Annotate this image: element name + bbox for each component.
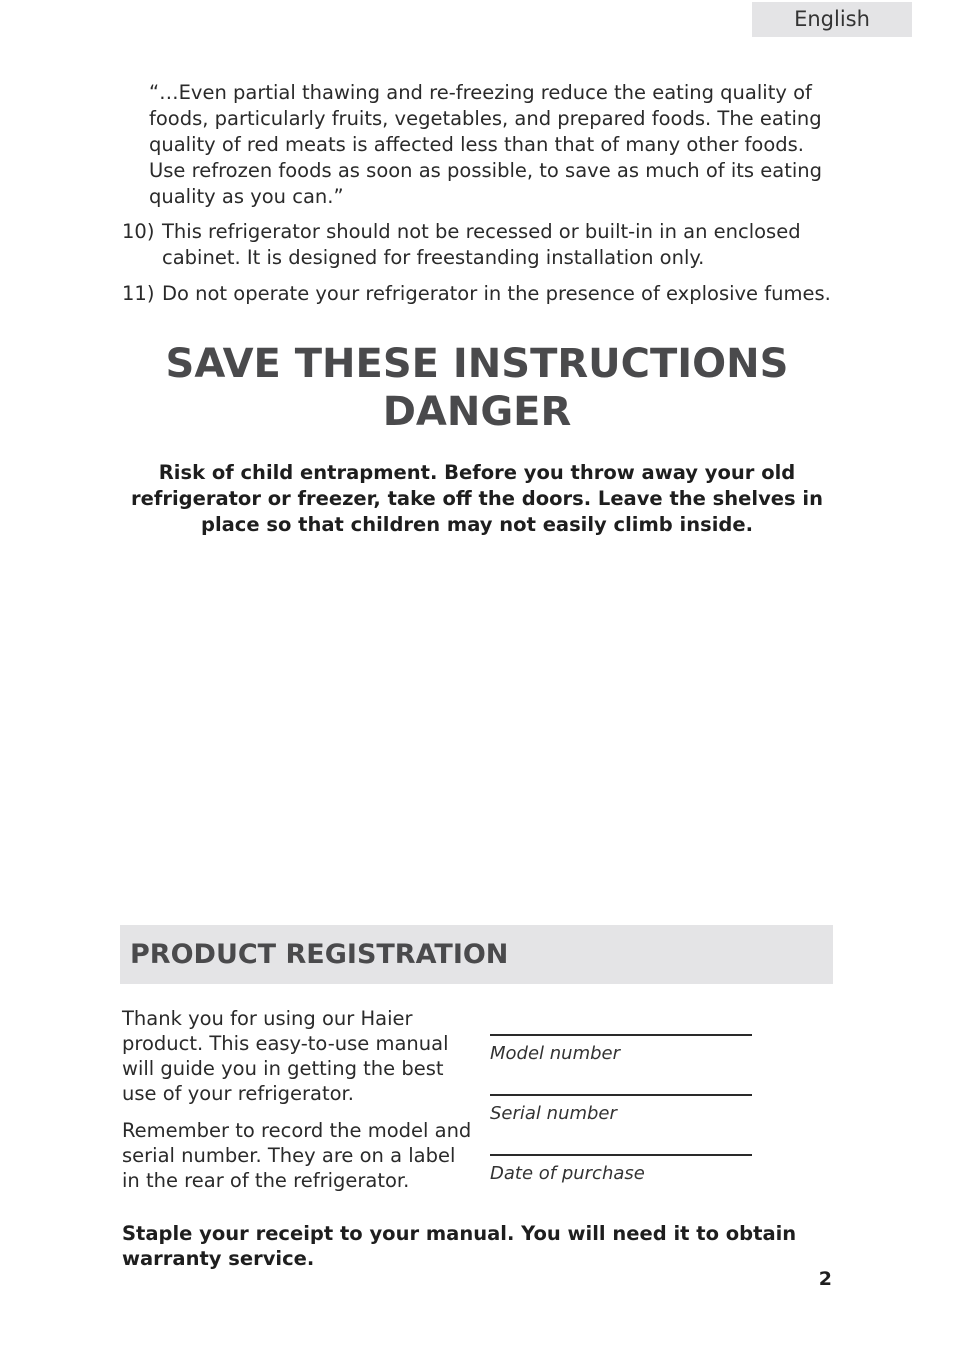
list-item-text: This refrigerator should not be recessed or built-in in an enclosed cabinet. It is designed for freestanding installation only. [162,220,801,269]
registration-thank-you-text: Thank you for using our Haier product. This easy-to-use manual will guide you in getting the best use of your refrigerator. [122,1007,449,1105]
thawing-quote: “…Even partial thawing and re-freezing reduce the eating quality of foods, particularly fruits, vegetables, and prepared foods. The eating quality of red meats is affected less than that of many other foods. Use refrozen foods as soon as possible, to save as much of its eating quality as you can.” [149,81,822,208]
language-tab: English [752,2,912,37]
model-number-line [490,1034,752,1036]
danger-heading: DANGER [382,389,572,435]
list-item [122,219,822,271]
serial-number-field [490,1094,752,1126]
page-number: 2 [818,1268,832,1290]
model-number-label: Model number [490,1043,621,1064]
child-entrapment-warning: Risk of child entrapment. Before you throw away your old refrigerator or freezer, take off the doors. Leave the shelves in place so that children may not easily climb inside. [131,461,823,536]
staple-receipt-note: Staple your receipt to your manual. You will need it to obtain warranty service. [122,1222,797,1270]
list-item [122,281,842,307]
date-of-purchase-label: Date of purchase [490,1163,645,1184]
list-item-text: Do not operate your refrigerator in the presence of explosive fumes. [162,282,831,305]
product-registration-banner [120,925,833,984]
product-registration-title: PRODUCT REGISTRATION [130,939,509,970]
serial-number-label: Serial number [490,1103,617,1124]
model-number-field [490,1034,752,1066]
registration-record-text: Remember to record the model and serial number. They are on a label in the rear of the refrigerator. [122,1119,472,1192]
list-item-number: 11) [122,282,155,305]
serial-number-line [490,1094,752,1096]
date-of-purchase-line [490,1154,752,1156]
date-of-purchase-field [490,1154,752,1186]
save-instructions-heading: SAVE THESE INSTRUCTIONS [165,341,789,387]
list-item-number: 10) [122,220,155,243]
